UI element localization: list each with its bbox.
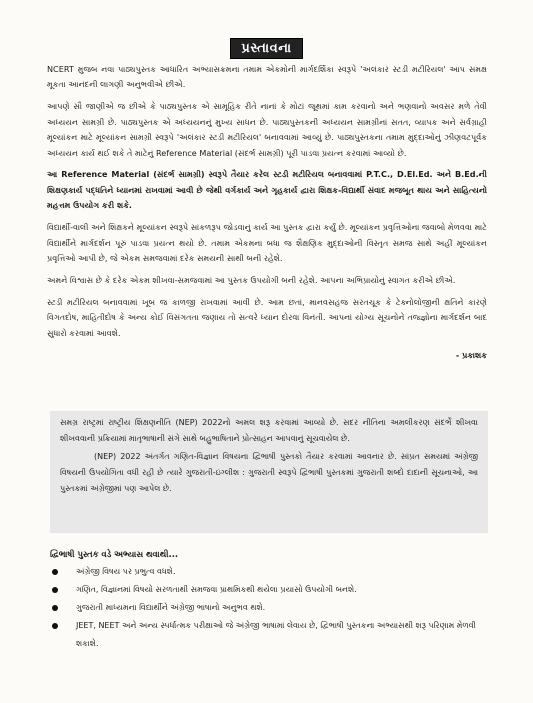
paragraph-intro: NCERT મુજબ નવા પાઠ્યપુસ્તક આધારિત અભ્યાસક્રમના તમામ એકમોની માર્ગદર્શિકા સ્વરૂપે 'અલંકાર સ્ટડી મટીરિયલ' આપ સમક્ષ મૂકતા આનંદની લાગણી અનુભવીએ છીએ. [47, 64, 487, 90]
paragraph-disclaimer: સ્ટડી મટીરિયલ બનાવવામાં ખૂબ જ કાળજી રાખવામાં આવી છે. આમ છતાં, માનવસહજ સરતચૂક કે ટેક્નોલોજીની ક્ષતિને કારણે વિગતદોષ, માહિતીદોષ કે અન્ય કોઈ વિસંગતતા જણાય તો સત્વરે ધ્યાન દોરવા વિનંતી. આપનાં યોગ્ય સૂચનોને તજ્જ્ઞોના માર્ગદર્શન બાદ સુધારો કરવામાં આવશે. [47, 296, 487, 338]
bullet-icon [52, 587, 58, 593]
page-title: પ્રસ્તાવના [230, 38, 302, 59]
paragraph-reference-material: આ Reference Material (સંદર્ભ સામગ્રી) સ્વરૂપે તૈયાર કરેલ સ્ટડી મટીરિયલ બનાવવામાં P.T.C., D.El.Ed. અને B.Ed.ની શિક્ષણકાર્ય પદ્ધતિને ધ્યાનમાં રાખવામાં આવી છે જેથી વર્ગકાર્ય અને ગૃહકાર્ય દ્વારા શિક્ષક-વિદ્યાર્થી સંવાદ મજબૂત થાય અને સાહિત્યનો મહત્તમ ઉપયોગ કરી શકે. [47, 169, 487, 211]
nep-info-box [50, 411, 488, 533]
list-item: ગણિત, વિજ્ઞાનમાં વિષયો સરળતાથી સમજવા પ્રાથમિકથી થયેલા પ્રયાસો ઉપયોગી બનશે. [50, 581, 490, 599]
paragraph-evaluation: વિદ્યાર્થી-વાલી અને શિક્ષકને મૂલ્યાંકન સ્વરૂપે સાંકળરૂપ જોડવાનું કાર્ય આ પુસ્તક દ્વારા કર્યું છે. મૂલ્યાંકન પ્રવૃત્તિઓના જવાબો મેળવવા માટે વિદ્યાર્થીને માર્ગદર્શન પૂરું પાડવા પ્રયત્ન થયો છે. તમામ એકમના બધા જ શૈક્ષણિક મુદ્દાઓની વિસ્તૃત સમજ સાથે અહીં મૂલ્યાંકન પ્રવૃત્તિઓ આપી છે, જે એકમ સમજવામાં દરેક સમયની સાથી બની રહેશે. [47, 222, 487, 263]
paragraph-textbook: આપણે સૌ જાણીએ જ છીએ કે પાઠ્યપુસ્તક એ સામૂહિક રીતે નાનાં કે મોટાં જૂથમાં કામ કરવાનો અને ભણવાનો અવસર મળે તેવી અધ્યયન સામગ્રી છે. પાઠ્યપુસ્તક એ અધ્યયનનું મુખ્ય સાધન છે. પાઠ્યપુસ્તકની અધ્યયન સામગ્રીનાં સતત, વ્યાપક અને સર્વગ્રાહી મૂલ્યાંકન માટે મૂલ્યાંકન સામગ્રી સ્વરૂપે 'અલંકાર સ્ટડી મટીરિયલ' બનાવવામાં આવ્યું છે. પાઠ્યપુસ્તકના તમામ મુદ્દાઓનું ઝીણવટપૂર્વક અધ્યયન કાર્ય થઈ શકે તે માટેનું Reference Material (સંદર્ભ સામગ્રી) પૂરી પાડવા પ્રયત્ન કરવામાં આવ્યો છે. [47, 101, 487, 158]
benefits-list [50, 563, 490, 653]
bullet-icon [52, 623, 58, 629]
list-item: અંગ્રેજી વિષય પર પ્રભુત્વ વધશે. [50, 563, 490, 581]
bullet-icon [52, 605, 58, 611]
heading-wrapper [0, 37, 533, 59]
preface-body [47, 62, 487, 363]
list-item: ગુજરાતી માધ્યમના વિદ્યાર્થીને અંગ્રેજી ભાષાનો અનુભવ થશે. [50, 599, 490, 617]
paragraph-trust: અમને વિશ્વાસ છે કે દરેક એકમ શીખવા-સમજવામાં આ પુસ્તક ઉપયોગી બની રહેશે. આપના અભિપ્રાયોનું સ્વાગત કરીએ છીએ. [47, 274, 456, 285]
benefits-title: દ્વિભાષી પુસ્તક વડે અભ્યાસ થવાથી... [50, 549, 179, 559]
nep-paragraph-2: (NEP) 2022 અંતર્ગત ગણિત-વિજ્ઞાન વિષયના દ્વિભાષી પુસ્તકો તૈયાર કરવામાં આવનાર છે. સાંપ્રત સમયમાં અંગ્રેજી વિષયની ઉપયોગિતા વધી રહી છે ત્યારે ગુજરાતી-ઇંગ્લીશ : ગુજરાતી સ્વરૂપે દ્વિભાષી પુસ્તકમાં ગુજરાતી શબ્દો દાદાની સૂચનાઓ, આ પુસ્તકમાં અંગ્રેજીમાં પણ આપેલ છે. [60, 452, 478, 493]
list-item: JEET, NEET અને અન્ય સ્પર્ધાત્મક પરીક્ષાઓ જે અંગ્રેજી ભાષામાં લેવાય છે, દ્વિભાષી પુસ્તકના અભ્યાસથી શરૂ પરિણામ મેળવી શકાશે. [50, 617, 490, 653]
publisher-signature: - પ્રકાશક [455, 349, 487, 360]
bullet-icon [52, 569, 58, 575]
nep-paragraph-1: સમગ્ર રાષ્ટ્રમાં રાષ્ટ્રીય શિક્ષણનીતિ (NEP) 2022નો અમલ શરૂ કરવામાં આવ્યો છે. સદર નીતિના અમલીકરણ સંદર્ભે શીખવા શીખવવાની પ્રક્રિયામાં માતૃભાષાની સંગે સાથે બહુભાષિતાને પ્રોત્સાહન આપવાનું સૂચવાયેલ છે. [60, 418, 478, 443]
